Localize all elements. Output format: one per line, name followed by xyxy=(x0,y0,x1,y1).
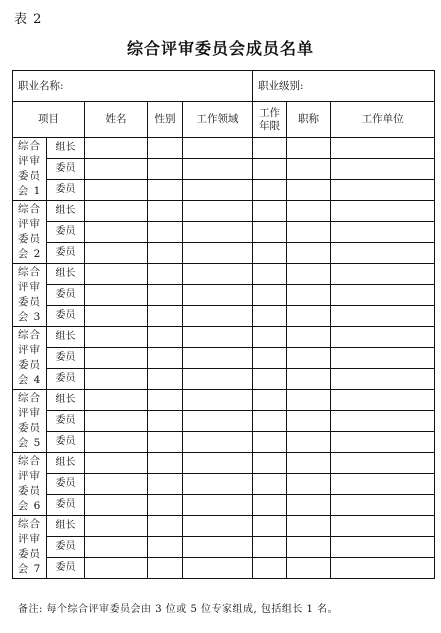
field-entry-cell[interactable] xyxy=(183,327,253,348)
role-cell: 委员 xyxy=(47,432,85,453)
title-entry-cell[interactable] xyxy=(287,537,331,558)
table-row xyxy=(13,558,435,579)
field-entry-cell[interactable] xyxy=(183,180,253,201)
years-entry-cell[interactable] xyxy=(253,537,287,558)
role-cell: 委员 xyxy=(47,159,85,180)
header-row xyxy=(13,102,435,138)
employer-entry-cell[interactable] xyxy=(331,264,435,285)
committee-name-cell: 综合 评审 委员 会 1 xyxy=(13,138,47,201)
gender-entry-cell[interactable] xyxy=(148,537,183,558)
name-entry-cell[interactable] xyxy=(85,180,148,201)
field-entry-cell[interactable] xyxy=(183,516,253,537)
field-entry-cell[interactable] xyxy=(183,495,253,516)
employer-entry-cell[interactable] xyxy=(331,369,435,390)
title-entry-cell[interactable] xyxy=(287,264,331,285)
table-row xyxy=(13,306,435,327)
name-entry-cell[interactable] xyxy=(85,138,148,159)
header-cell-title: 职称 xyxy=(287,102,331,138)
job-level-cell[interactable]: 职业级别: xyxy=(253,71,435,102)
table-row xyxy=(13,537,435,558)
title-entry-cell[interactable] xyxy=(287,180,331,201)
employer-entry-cell[interactable] xyxy=(331,348,435,369)
table-row xyxy=(13,390,435,411)
field-entry-cell[interactable] xyxy=(183,264,253,285)
table-row xyxy=(13,264,435,285)
role-cell: 委员 xyxy=(47,537,85,558)
name-entry-cell[interactable] xyxy=(85,474,148,495)
name-entry-cell[interactable] xyxy=(85,243,148,264)
employer-entry-cell[interactable] xyxy=(331,495,435,516)
role-cell: 委员 xyxy=(47,180,85,201)
name-entry-cell[interactable] xyxy=(85,369,148,390)
gender-entry-cell[interactable] xyxy=(148,474,183,495)
employer-entry-cell[interactable] xyxy=(331,138,435,159)
name-entry-cell[interactable] xyxy=(85,306,148,327)
committee-name-cell: 综合 评审 委员 会 6 xyxy=(13,453,47,516)
gender-entry-cell[interactable] xyxy=(148,432,183,453)
years-entry-cell[interactable] xyxy=(253,243,287,264)
table-body xyxy=(13,71,435,579)
table-row xyxy=(13,369,435,390)
gender-entry-cell[interactable] xyxy=(148,558,183,579)
role-cell: 委员 xyxy=(47,222,85,243)
role-cell: 委员 xyxy=(47,369,85,390)
gender-entry-cell[interactable] xyxy=(148,159,183,180)
employer-entry-cell[interactable] xyxy=(331,516,435,537)
committee-name-cell: 综合 评审 委员 会 7 xyxy=(13,516,47,579)
table-row xyxy=(13,201,435,222)
field-entry-cell[interactable] xyxy=(183,285,253,306)
years-entry-cell[interactable] xyxy=(253,495,287,516)
role-cell: 委员 xyxy=(47,495,85,516)
years-entry-cell[interactable] xyxy=(253,516,287,537)
name-entry-cell[interactable] xyxy=(85,516,148,537)
name-entry-cell[interactable] xyxy=(85,159,148,180)
gender-entry-cell[interactable] xyxy=(148,201,183,222)
role-cell: 委员 xyxy=(47,285,85,306)
table-row xyxy=(13,411,435,432)
years-entry-cell[interactable] xyxy=(253,327,287,348)
table-row xyxy=(13,495,435,516)
employer-entry-cell[interactable] xyxy=(331,390,435,411)
field-entry-cell[interactable] xyxy=(183,243,253,264)
table-row xyxy=(13,432,435,453)
gender-entry-cell[interactable] xyxy=(148,516,183,537)
role-cell: 委员 xyxy=(47,558,85,579)
name-entry-cell[interactable] xyxy=(85,222,148,243)
table-row xyxy=(13,453,435,474)
employer-entry-cell[interactable] xyxy=(331,537,435,558)
committee-table xyxy=(12,70,435,579)
name-entry-cell[interactable] xyxy=(85,495,148,516)
table-row xyxy=(13,222,435,243)
years-entry-cell[interactable] xyxy=(253,264,287,285)
field-entry-cell[interactable] xyxy=(183,390,253,411)
years-entry-cell[interactable] xyxy=(253,222,287,243)
title-entry-cell[interactable] xyxy=(287,327,331,348)
years-entry-cell[interactable] xyxy=(253,348,287,369)
years-entry-cell[interactable] xyxy=(253,369,287,390)
name-entry-cell[interactable] xyxy=(85,432,148,453)
gender-entry-cell[interactable] xyxy=(148,306,183,327)
years-entry-cell[interactable] xyxy=(253,558,287,579)
table-row xyxy=(13,327,435,348)
gender-entry-cell[interactable] xyxy=(148,285,183,306)
years-entry-cell[interactable] xyxy=(253,411,287,432)
role-cell: 组长 xyxy=(47,327,85,348)
gender-entry-cell[interactable] xyxy=(148,327,183,348)
title-entry-cell[interactable] xyxy=(287,243,331,264)
role-cell: 组长 xyxy=(47,516,85,537)
title-entry-cell[interactable] xyxy=(287,306,331,327)
employer-entry-cell[interactable] xyxy=(331,306,435,327)
years-entry-cell[interactable] xyxy=(253,453,287,474)
field-entry-cell[interactable] xyxy=(183,138,253,159)
header-cell-years: 工作 年限 xyxy=(253,102,287,138)
field-entry-cell[interactable] xyxy=(183,306,253,327)
name-entry-cell[interactable] xyxy=(85,201,148,222)
title-entry-cell[interactable] xyxy=(287,348,331,369)
years-entry-cell[interactable] xyxy=(253,159,287,180)
field-entry-cell[interactable] xyxy=(183,537,253,558)
employer-entry-cell[interactable] xyxy=(331,558,435,579)
table-row xyxy=(13,285,435,306)
title-entry-cell[interactable] xyxy=(287,411,331,432)
role-cell: 组长 xyxy=(47,138,85,159)
role-cell: 委员 xyxy=(47,474,85,495)
gender-entry-cell[interactable] xyxy=(148,369,183,390)
header-cell-field: 工作领域 xyxy=(183,102,253,138)
table-row xyxy=(13,474,435,495)
title-entry-cell[interactable] xyxy=(287,495,331,516)
title-entry-cell[interactable] xyxy=(287,159,331,180)
field-entry-cell[interactable] xyxy=(183,159,253,180)
title-entry-cell[interactable] xyxy=(287,369,331,390)
name-entry-cell[interactable] xyxy=(85,390,148,411)
document-title: 综合评审委员会成员名单 xyxy=(126,39,314,58)
title-entry-cell[interactable] xyxy=(287,453,331,474)
title-entry-cell[interactable] xyxy=(287,138,331,159)
field-entry-cell[interactable] xyxy=(183,411,253,432)
field-entry-cell[interactable] xyxy=(183,201,253,222)
table-row xyxy=(13,243,435,264)
employer-entry-cell[interactable] xyxy=(331,453,435,474)
gender-entry-cell[interactable] xyxy=(148,180,183,201)
footnote: 备注: 每个综合评审委员会由 3 位或 5 位专家组成, 包括组长 1 名。 xyxy=(18,604,339,615)
field-entry-cell[interactable] xyxy=(183,453,253,474)
gender-entry-cell[interactable] xyxy=(148,411,183,432)
committee-name-cell: 综合 评审 委员 会 3 xyxy=(13,264,47,327)
title-entry-cell[interactable] xyxy=(287,474,331,495)
employer-entry-cell[interactable] xyxy=(331,159,435,180)
years-entry-cell[interactable] xyxy=(253,432,287,453)
title-entry-cell[interactable] xyxy=(287,222,331,243)
gender-entry-cell[interactable] xyxy=(148,390,183,411)
years-entry-cell[interactable] xyxy=(253,180,287,201)
table-row xyxy=(13,159,435,180)
table-row xyxy=(13,138,435,159)
name-entry-cell[interactable] xyxy=(85,453,148,474)
gender-entry-cell[interactable] xyxy=(148,222,183,243)
years-entry-cell[interactable] xyxy=(253,306,287,327)
role-cell: 委员 xyxy=(47,306,85,327)
years-entry-cell[interactable] xyxy=(253,201,287,222)
years-entry-cell[interactable] xyxy=(253,390,287,411)
table-row xyxy=(13,516,435,537)
role-cell: 委员 xyxy=(47,411,85,432)
gender-entry-cell[interactable] xyxy=(148,138,183,159)
field-entry-cell[interactable] xyxy=(183,222,253,243)
name-entry-cell[interactable] xyxy=(85,411,148,432)
header-cell-gender: 性别 xyxy=(148,102,183,138)
field-entry-cell[interactable] xyxy=(183,432,253,453)
field-entry-cell[interactable] xyxy=(183,348,253,369)
table-row xyxy=(13,180,435,201)
employer-entry-cell[interactable] xyxy=(331,222,435,243)
gender-entry-cell[interactable] xyxy=(148,243,183,264)
field-entry-cell[interactable] xyxy=(183,369,253,390)
title-entry-cell[interactable] xyxy=(287,516,331,537)
title-entry-cell[interactable] xyxy=(287,201,331,222)
employer-entry-cell[interactable] xyxy=(331,285,435,306)
committee-name-cell: 综合 评审 委员 会 5 xyxy=(13,390,47,453)
header-cell-employer: 工作单位 xyxy=(331,102,435,138)
role-cell: 组长 xyxy=(47,201,85,222)
committee-name-cell: 综合 评审 委员 会 4 xyxy=(13,327,47,390)
name-entry-cell[interactable] xyxy=(85,558,148,579)
info-row xyxy=(13,71,435,102)
years-entry-cell[interactable] xyxy=(253,474,287,495)
role-cell: 委员 xyxy=(47,348,85,369)
table-row xyxy=(13,348,435,369)
gender-entry-cell[interactable] xyxy=(148,264,183,285)
name-entry-cell[interactable] xyxy=(85,285,148,306)
role-cell: 组长 xyxy=(47,390,85,411)
header-cell-name: 姓名 xyxy=(85,102,148,138)
gender-entry-cell[interactable] xyxy=(148,348,183,369)
employer-entry-cell[interactable] xyxy=(331,180,435,201)
name-entry-cell[interactable] xyxy=(85,327,148,348)
employer-entry-cell[interactable] xyxy=(331,201,435,222)
years-entry-cell[interactable] xyxy=(253,285,287,306)
table-label: 表 2 xyxy=(14,12,43,27)
name-entry-cell[interactable] xyxy=(85,264,148,285)
committee-name-cell: 综合 评审 委员 会 2 xyxy=(13,201,47,264)
title-entry-cell[interactable] xyxy=(287,390,331,411)
title-entry-cell[interactable] xyxy=(287,558,331,579)
employer-entry-cell[interactable] xyxy=(331,327,435,348)
role-cell: 委员 xyxy=(47,243,85,264)
name-entry-cell[interactable] xyxy=(85,348,148,369)
employer-entry-cell[interactable] xyxy=(331,411,435,432)
gender-entry-cell[interactable] xyxy=(148,453,183,474)
job-name-cell[interactable]: 职业名称: xyxy=(13,71,253,102)
employer-entry-cell[interactable] xyxy=(331,432,435,453)
title-entry-cell[interactable] xyxy=(287,285,331,306)
field-entry-cell[interactable] xyxy=(183,474,253,495)
employer-entry-cell[interactable] xyxy=(331,243,435,264)
role-cell: 组长 xyxy=(47,264,85,285)
years-entry-cell[interactable] xyxy=(253,138,287,159)
gender-entry-cell[interactable] xyxy=(148,495,183,516)
role-cell: 组长 xyxy=(47,453,85,474)
header-cell-project: 项目 xyxy=(13,102,85,138)
name-entry-cell[interactable] xyxy=(85,537,148,558)
employer-entry-cell[interactable] xyxy=(331,474,435,495)
field-entry-cell[interactable] xyxy=(183,558,253,579)
title-entry-cell[interactable] xyxy=(287,432,331,453)
